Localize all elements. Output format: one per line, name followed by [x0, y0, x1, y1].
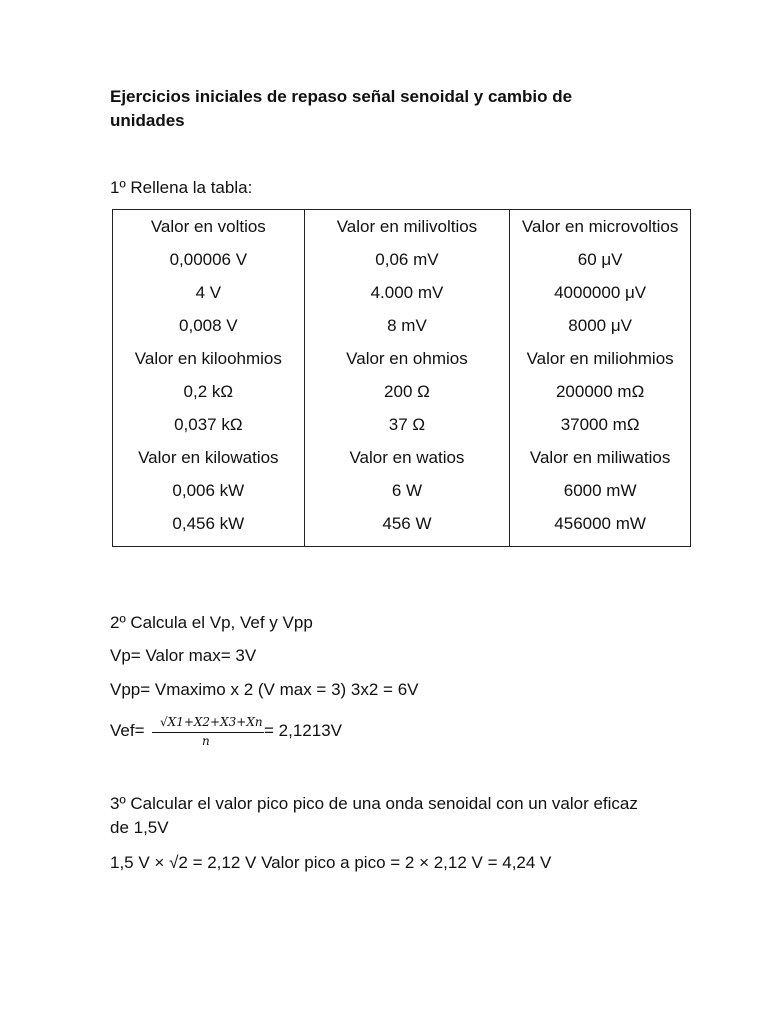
table-cell: 37000 mΩ	[510, 408, 691, 441]
exercise-3-answer: 1,5 V × √2 = 2,12 V Valor pico a pico = 2 × 2,12 V = 4,24 V	[110, 853, 552, 872]
table-cell: 0,037 kΩ	[174, 414, 243, 434]
formula-denominator: n	[202, 734, 210, 748]
table-header-cell: Valor en kiloohmios	[134, 348, 282, 368]
table-cell: 8 mV	[304, 309, 510, 342]
table-cell: 200 Ω	[304, 375, 510, 408]
table-cell: 0,456 kW	[172, 513, 245, 533]
table-header-cell: Valor en microvoltios	[510, 210, 691, 244]
table-cell: 37 Ω	[304, 408, 510, 441]
table-row	[113, 210, 691, 244]
table-cell: 0,06 mV	[304, 243, 510, 276]
table-header-cell: Valor en miliwatios	[510, 441, 691, 474]
vef-result: = 2,1213V	[264, 721, 342, 740]
table-header-cell: Valor en voltios	[150, 216, 266, 236]
table-cell: 0,008 V	[179, 315, 238, 335]
table-cell: 200000 mΩ	[510, 375, 691, 408]
table-row	[113, 276, 691, 309]
table-cell: 60 μV	[510, 243, 691, 276]
exercise-3-heading: 3º Calcular el valor pico pico de una onda senoidal con un valor eficaz de 1,5V	[110, 794, 638, 837]
document-title: Ejercicios iniciales de repaso señal senoidal y cambio de unidades	[110, 87, 573, 130]
table-row	[113, 375, 691, 408]
table-row	[113, 309, 691, 342]
table-row	[113, 408, 691, 441]
table-row	[113, 342, 691, 375]
vp-line: Vp= Valor max= 3V	[110, 646, 257, 665]
table-cell: 4.000 mV	[304, 276, 510, 309]
table-cell: 4000000 μV	[510, 276, 691, 309]
table-row	[113, 243, 691, 276]
table-cell: 456000 mW	[510, 507, 691, 547]
table-header-cell: Valor en miliohmios	[510, 342, 691, 375]
table-header-cell: Valor en milivoltios	[304, 210, 510, 244]
table-row	[113, 474, 691, 507]
table-cell: 0,2 kΩ	[183, 381, 234, 401]
units-table	[112, 209, 691, 547]
formula-numerator: √X1+X2+X3+Xn	[160, 715, 263, 729]
vpp-line: Vpp= Vmaximo x 2 (V max = 3) 3x2 = 6V	[110, 680, 419, 699]
table-cell: 456 W	[304, 507, 510, 547]
table-header-cell: Valor en ohmios	[304, 342, 510, 375]
table-cell: 4 V	[195, 282, 222, 302]
fraction-bar	[152, 732, 264, 733]
table-header-cell: Valor en kilowatios	[138, 447, 279, 467]
table-row	[113, 441, 691, 474]
table-row	[113, 507, 691, 547]
exercise-1-heading: 1º Rellena la tabla:	[110, 178, 253, 197]
table-cell: 0,006 kW	[172, 480, 245, 500]
exercise-2-heading: 2º Calcula el Vp, Vef y Vpp	[110, 613, 313, 632]
table-header-cell: Valor en watios	[304, 441, 510, 474]
table-cell: 6000 mW	[510, 474, 691, 507]
table-cell: 6 W	[304, 474, 510, 507]
table-cell: 0,00006 V	[169, 249, 248, 269]
vef-label: Vef=	[110, 721, 145, 740]
table-cell: 8000 μV	[510, 309, 691, 342]
